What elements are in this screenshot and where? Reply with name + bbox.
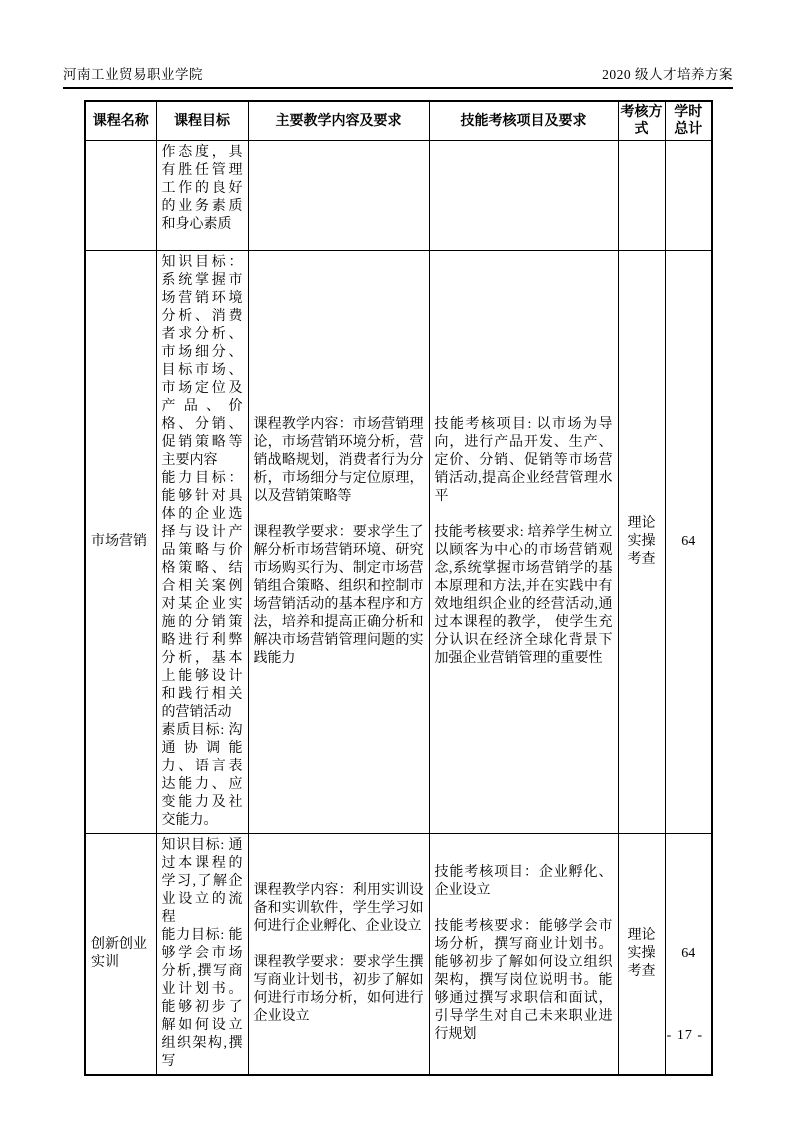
skill-item-text: 技能考核项目：企业孵化、企业设立 — [434, 865, 613, 898]
col-header-method: 考核方式 — [618, 101, 665, 141]
header-school-name: 河南工业贸易职业学院 — [63, 67, 203, 82]
cell-total-hours: 64 — [665, 251, 712, 834]
objectives-quality: 素质目标: 沟通协调能力、语言表达能力、应变能力及社交能力。 — [161, 723, 243, 828]
header-plan-title: 2020 级人才培养方案 — [602, 67, 733, 82]
cell-total-hours — [665, 141, 712, 251]
skill-item-text: 技能考核项目: 以市场为导向，进行产品开发、生产、定价、分销、促销等市场营销活动,提高企业经营管理水平 — [434, 417, 613, 504]
col-header-hours: 学时总计 — [665, 101, 712, 141]
cell-objectives — [156, 834, 248, 1076]
objectives-ability: 能力目标: 能够学会市场分析,撰写商业计划书。能够初步了解如何设立组织架构,撰写 — [161, 928, 243, 1069]
cell-skill-assessment — [429, 141, 618, 251]
skill-requirement-text: 技能考核要求: 培养学生树立以顾客为中心的市场营销观念,系统掌握市场营销学的基本原理和方法,并在实践中有效地组织企业的经营活动,通过本课程的教学， 使学生充分认识在经济全球化背景下加强企业营销管理的重要性 — [434, 525, 613, 666]
col-header-content: 主要教学内容及要求 — [248, 101, 429, 141]
cell-total-hours: 64 — [665, 834, 712, 1076]
cell-teaching-content — [248, 141, 429, 251]
teaching-content-text: 课程教学内容：利用实训设备和实训软件，学生学习如何进行企业孵化、企业设立 — [253, 883, 424, 934]
skill-requirement-text: 技能考核要求：能够学会市场分析，撰写商业计划书。能够初步了解如何设立组织架构，撰写岗位说明书。能够通过撰写求职信和面试，引导学生对自己未来职业进行规划 — [434, 919, 613, 1042]
cell-objectives — [156, 251, 248, 834]
teaching-requirement-text: 课程教学要求：要求学生了解分析市场营销环境、研究市场购买行为、制定市场营销组合策略、组织和控制市场营销活动的基本程序和方法，培养和提高正确分析和解决市场营销管理问题的实践能力 — [253, 525, 424, 666]
objectives-text: 作态度，具有胜任管理工作的良好的业务素质和身心素质 — [161, 145, 243, 232]
cell-course-name: 市场营销 — [85, 251, 156, 834]
cell-assessment-method: 理论实操考查 — [618, 834, 665, 1076]
cell-teaching-content — [248, 251, 429, 834]
objectives-knowledge: 知识目标：系统掌握市场营销环境分析、消费者求分析、市场细分、目标市场、市场定位及产品、价格、分销、促销策略等主要内容 — [161, 255, 243, 468]
cell-course-name — [85, 141, 156, 251]
cell-course-name: 创新创业实训 — [85, 834, 156, 1076]
document-header — [63, 63, 733, 83]
header-divider — [63, 87, 733, 89]
table-row — [85, 141, 712, 251]
objectives-knowledge: 知识目标: 通过本课程的学习,了解企业设立的流程 — [161, 838, 243, 925]
col-header-course-name: 课程名称 — [85, 101, 156, 141]
cell-objectives — [156, 141, 248, 251]
teaching-requirement-text: 课程教学要求：要求学生撰写商业计划书，初步了解如何进行市场分析，如何进行企业设立 — [253, 955, 424, 1024]
table-row — [85, 251, 712, 834]
cell-skill-assessment — [429, 834, 618, 1076]
cell-skill-assessment — [429, 251, 618, 834]
course-table — [84, 100, 713, 1076]
teaching-content-text: 课程教学内容：市场营销理论，市场营销环境分析，营销战略规划，消费者行为分析，市场细分与定位原理，以及营销策略等 — [253, 417, 424, 504]
objectives-ability: 能力目标：能够针对具体的企业选择与设计产品策略与价格策略、结合相关案例对某企业实施的分销策略进行利弊分析，基本上能够设计和践行相关的营销活动 — [161, 471, 243, 720]
page-number: - 17 - — [666, 1028, 703, 1043]
col-header-assessment: 技能考核项目及要求 — [429, 101, 618, 141]
cell-teaching-content — [248, 834, 429, 1076]
col-header-objectives: 课程目标 — [156, 101, 248, 141]
cell-assessment-method: 理论实操考查 — [618, 251, 665, 834]
table-row — [85, 834, 712, 1076]
table-header-row — [85, 101, 712, 141]
cell-assessment-method — [618, 141, 665, 251]
